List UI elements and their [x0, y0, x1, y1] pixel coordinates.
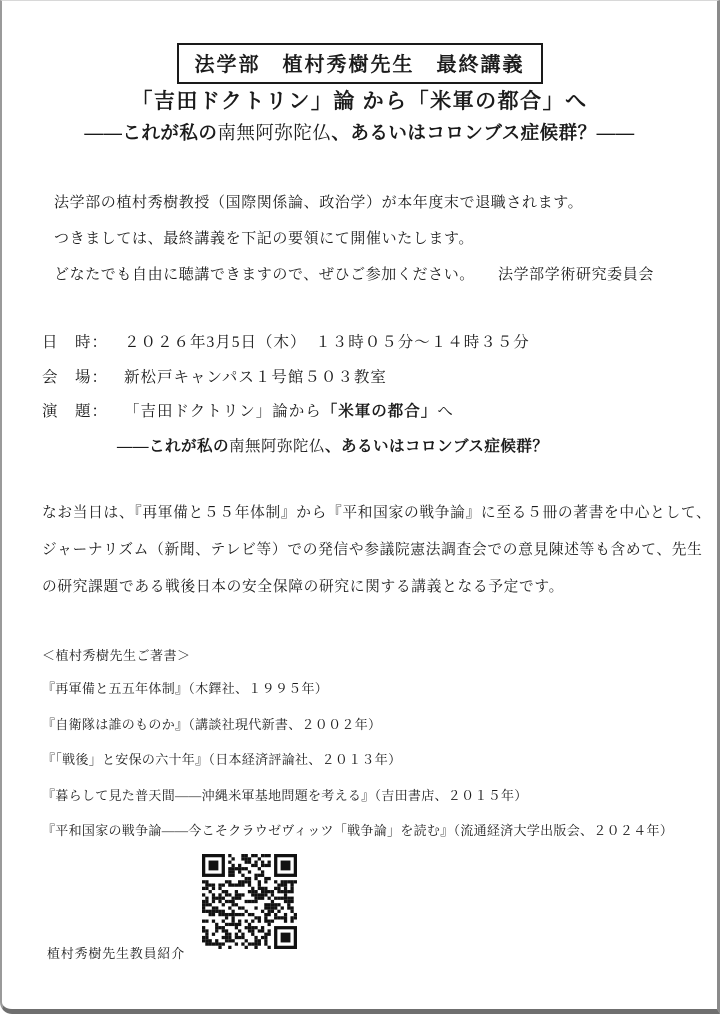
- datetime-label: 日 時：: [42, 334, 109, 351]
- topic-sub-pre: ——これが私の: [117, 438, 230, 455]
- topic-sub-script: 南無阿弥陀仏: [229, 437, 326, 455]
- qr-caption: 植村秀樹先生教員紹介: [47, 946, 186, 961]
- note-paragraph: [42, 503, 711, 613]
- committee-name: 法学部学術研究委員会: [497, 267, 654, 283]
- schedule-datetime-row: [42, 332, 530, 367]
- book-entry: 『自衛隊は誰のものか』（講談社現代新書、２００２年）: [42, 716, 382, 732]
- qr-code: [202, 854, 297, 949]
- venue-label: 会 場：: [42, 368, 109, 386]
- subtitle-post: へ: [565, 89, 588, 113]
- intro-row: [54, 265, 654, 285]
- tagline-script: 南無阿弥陀仏: [217, 123, 332, 144]
- note-line: ジャーナリズム（新聞、テレビ等）での発信や参議院憲法調査会での意見陳述等も含めて、先生: [42, 541, 703, 558]
- intro-line: 法学部の植村秀樹教授（国際関係論、政治学）が本年度末で退職されます。: [54, 195, 584, 211]
- topic-subline: [117, 434, 548, 456]
- lecture-title: 法学部 植村秀樹先生 最終講義: [194, 54, 525, 76]
- topic-label: 演 題：: [42, 403, 109, 420]
- intro-paragraph: [54, 193, 583, 266]
- topic-post: へ: [437, 403, 454, 420]
- subtitle-pre: 「吉田ドクトリン」論 から: [131, 89, 408, 113]
- book-entry: 『平和国家の戦争論——今こそクラウゼヴィッツ「戦争論」を読む』（流通経済大学出版会、２０２４年）: [42, 823, 674, 839]
- lecture-subtitle: [2, 85, 717, 115]
- books-list: [42, 680, 673, 858]
- tagline-pre: ——これが私の: [84, 124, 218, 144]
- topic-bold: 「米軍の都合」: [321, 403, 438, 420]
- intro-line: つきましては、最終講義を下記の要領にて開催いたします。: [54, 231, 475, 248]
- schedule-block: [42, 332, 530, 436]
- schedule-venue-row: [42, 367, 530, 402]
- subtitle-bold: 「米軍の都合」: [407, 90, 566, 113]
- topic-sub-post: 、あるいはコロンブス症候群？: [325, 438, 549, 455]
- intro-line: どなたでも自由に聴講できますので、ぜひご参加ください。: [54, 267, 475, 283]
- books-list-header: ＜植村秀樹先生ご著書＞: [42, 648, 191, 663]
- book-entry: 『暮らして見た普天間——沖縄米軍基地問題を考える』（吉田書店、２０１５年）: [42, 787, 528, 803]
- datetime-value: ２０２６年3月5日（木） １３時０５分～１４時３５分: [124, 334, 530, 351]
- topic-pre: 「吉田ドクトリン」論から: [124, 403, 322, 420]
- tagline-post: 、あるいはコロンブス症候群？——: [331, 124, 635, 144]
- schedule-topic-row: [42, 401, 530, 436]
- lecture-title-box: [177, 43, 543, 84]
- book-entry: 『再軍備と五五年体制』（木鐸社、１９９５年）: [42, 681, 329, 696]
- note-line: の研究課題である戦後日本の安全保障の研究に関する講義となる予定です。: [42, 578, 565, 595]
- venue-value: 新松戸キャンパス１号館５０３教室: [124, 368, 387, 386]
- book-entry: 『「戦後」と安保の六十年』（日本経済評論社、２０１３年）: [42, 752, 402, 768]
- qr-code-graphic: [202, 854, 297, 949]
- lecture-tagline: [2, 119, 717, 145]
- note-line: なお当日は、『再軍備と５５年体制』から『平和国家の戦争論』に至る５冊の著書を中心として、: [42, 505, 712, 521]
